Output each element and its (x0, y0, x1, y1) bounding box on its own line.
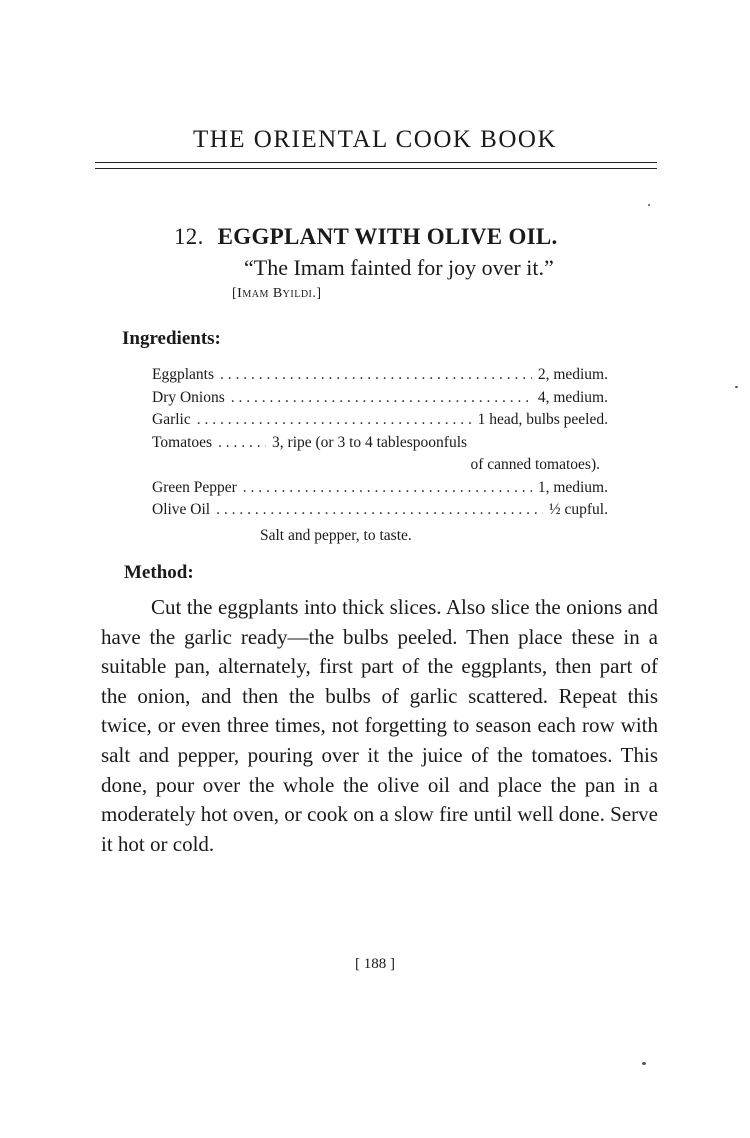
ingredient-row (152, 409, 608, 432)
ingredient-row (152, 477, 608, 500)
ingredient-amount: 2, medium. (537, 366, 608, 383)
leader-dots (231, 387, 532, 410)
print-speck (735, 386, 738, 388)
ingredient-continuation (152, 454, 608, 477)
ingredient-amount: 1, medium. (537, 478, 608, 496)
leader-dots (216, 499, 543, 522)
ingredient-row (152, 432, 608, 455)
ingredient-amount: 1 head, bulbs peeled. (477, 411, 608, 428)
recipe-title (174, 224, 558, 250)
leader-dots (243, 477, 532, 500)
ingredient-row (152, 364, 608, 387)
ingredient-amount: 3, ripe (or 3 to 4 tablespoonfuls (272, 433, 468, 451)
running-head: THE ORIENTAL COOK BOOK (192, 126, 558, 153)
ingredient-amount: 4, medium. (537, 388, 608, 406)
ingredient-note: Salt and pepper, to taste. (260, 526, 412, 544)
ingredient-amount: ½ cupful. (549, 501, 608, 518)
print-speck (648, 204, 650, 206)
recipe-turkish-name: [Imam Byildi.] (232, 286, 322, 301)
method-heading: Method: (124, 562, 194, 583)
ingredient-name: Eggplants (152, 366, 214, 383)
print-speck (642, 1062, 646, 1065)
ingredient-continuation-text: of canned tomatoes). (470, 456, 600, 473)
page-number: [ 188 ] (355, 956, 395, 972)
method-body (101, 593, 658, 859)
ingredient-name: Green Pepper (152, 478, 237, 496)
ingredients-list (152, 364, 608, 547)
recipe-title-text: EGGPLANT WITH OLIVE OIL. (217, 224, 558, 249)
ingredients-heading: Ingredients: (122, 328, 221, 349)
ingredient-name: Garlic (152, 411, 191, 428)
header-rule-top (95, 162, 657, 163)
ingredient-name: Dry Onions (152, 388, 225, 406)
header-rule-bottom (95, 168, 657, 169)
leader-dots (218, 432, 266, 455)
ingredient-row (152, 499, 608, 522)
ingredient-name: Olive Oil (152, 501, 211, 518)
leader-dots (220, 364, 532, 387)
ingredient-name: Tomatoes (152, 433, 213, 451)
method-paragraph: Cut the eggplants into thick slices. Also slice the onions and have the garlic ready—the bulbs peeled. Then place these in a suitable pan, alternately, first part of the eggplants, then part of the onion, and then the bulbs of garlic scattered. Repeat this twice, or even three times, not forgetting to season each row with salt and pepper, pouring over it the juice of the tomatoes. This done, pour over the whole the olive oil and place the pan in a moderately hot oven, or cook on a slow fire until well done. Serve it hot or cold. (101, 595, 658, 856)
ingredient-row (152, 387, 608, 410)
leader-dots (197, 409, 472, 432)
recipe-number: 12. (174, 224, 204, 249)
recipe-subtitle: “The Imam fainted for joy over it.” (244, 255, 554, 280)
